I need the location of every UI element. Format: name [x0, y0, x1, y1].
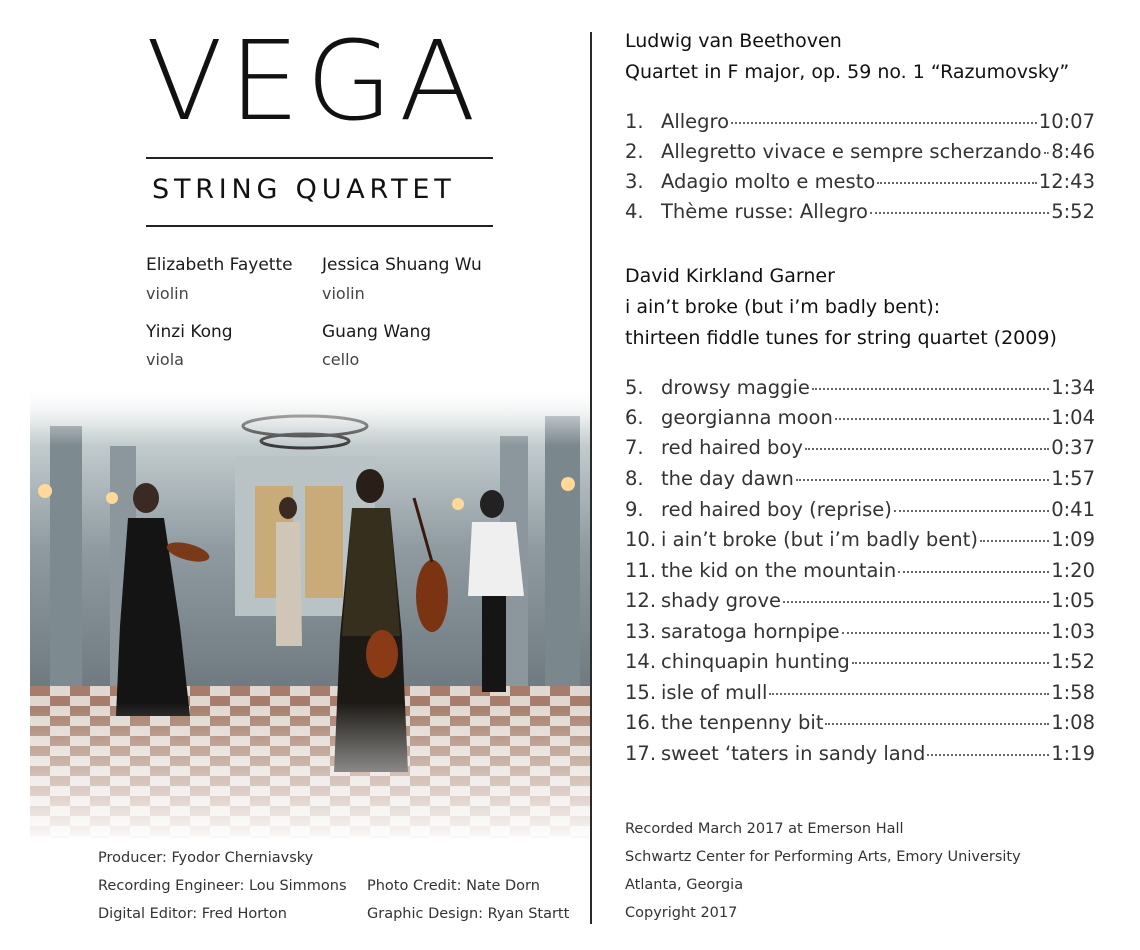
track-number: 3.	[625, 170, 644, 193]
track-title: red haired boy (reprise)	[661, 498, 892, 521]
track-item	[625, 376, 1095, 406]
track-leader	[980, 540, 1049, 542]
member-name: Yinzi Kong	[146, 322, 233, 342]
album-title: VEGA	[146, 17, 482, 145]
track-leader	[825, 723, 1049, 725]
track-title: shady grove	[661, 589, 782, 612]
track-number: 1.	[625, 110, 644, 133]
copyright: Copyright 2017	[625, 905, 738, 921]
track-item	[625, 467, 1095, 497]
track-number: 6.	[625, 406, 644, 429]
track-item	[625, 681, 1095, 711]
track-leader	[870, 212, 1049, 214]
track-number: 8.	[625, 467, 644, 490]
track-number: 10.	[625, 528, 657, 551]
recording-venue: Schwartz Center for Performing Arts, Emory University	[625, 849, 1021, 865]
track-title: chinquapin hunting	[661, 650, 850, 673]
track-duration: 1:09	[1051, 528, 1095, 551]
track-title: sweet ‘taters in sandy land	[661, 742, 926, 765]
track-title: the tenpenny bit	[661, 711, 824, 734]
track-title: saratoga hornpipe	[661, 620, 840, 643]
track-leader	[796, 479, 1049, 481]
member-name: Elizabeth Fayette	[146, 255, 293, 275]
track-item	[625, 528, 1095, 558]
track-leader	[927, 754, 1049, 756]
track-item	[625, 742, 1095, 772]
track-number: 16.	[625, 711, 657, 734]
track-item	[625, 650, 1095, 680]
credit-editor: Digital Editor: Fred Horton	[98, 906, 287, 922]
track-number: 12.	[625, 589, 657, 612]
track-title: Allegretto vivace e sempre scherzando	[661, 140, 1042, 163]
composer-name: Ludwig van Beethoven	[625, 30, 842, 52]
track-title: isle of mull	[661, 681, 768, 704]
member-name: Jessica Shuang Wu	[322, 255, 482, 275]
track-title: georgianna moon	[661, 406, 833, 429]
composer-name: David Kirkland Garner	[625, 265, 835, 287]
track-leader	[898, 571, 1049, 573]
track-number: 4.	[625, 200, 644, 223]
track-leader	[842, 632, 1050, 634]
track-leader	[852, 662, 1049, 664]
track-item	[625, 140, 1095, 170]
track-duration: 1:57	[1051, 467, 1095, 490]
track-leader	[877, 182, 1037, 184]
track-item	[625, 200, 1095, 230]
track-duration: 8:46	[1051, 140, 1095, 163]
track-item	[625, 559, 1095, 589]
track-duration: 1:03	[1051, 620, 1095, 643]
track-number: 7.	[625, 436, 644, 459]
track-title: drowsy maggie	[661, 376, 810, 399]
track-title: the day dawn	[661, 467, 794, 490]
track-item	[625, 436, 1095, 466]
credit-photo: Photo Credit: Nate Dorn	[367, 878, 540, 894]
column-divider	[590, 32, 592, 924]
track-leader	[835, 418, 1049, 420]
track-number: 2.	[625, 140, 644, 163]
credit-design: Graphic Design: Ryan Startt	[367, 906, 570, 922]
member-role: cello	[322, 350, 360, 369]
track-duration: 12:43	[1038, 170, 1095, 193]
recording-location: Atlanta, Georgia	[625, 877, 744, 893]
track-leader	[1044, 152, 1050, 154]
album-subtitle: STRING QUARTET	[152, 174, 456, 205]
member-name: Guang Wang	[322, 322, 432, 342]
track-leader	[783, 601, 1049, 603]
track-duration: 1:04	[1051, 406, 1095, 429]
track-number: 13.	[625, 620, 657, 643]
track-item	[625, 498, 1095, 528]
work-title: Quartet in F major, op. 59 no. 1 “Razumovsky”	[625, 61, 1070, 83]
track-title: Allegro	[661, 110, 730, 133]
track-duration: 1:34	[1051, 376, 1095, 399]
track-number: 11.	[625, 559, 657, 582]
work-title: i ain’t broke (but i’m badly bent):	[625, 296, 941, 318]
track-duration: 0:37	[1051, 436, 1095, 459]
track-duration: 5:52	[1051, 200, 1095, 223]
member-role: viola	[146, 350, 184, 369]
track-duration: 1:20	[1051, 559, 1095, 582]
track-leader	[769, 693, 1049, 695]
track-number: 9.	[625, 498, 644, 521]
track-duration: 1:58	[1051, 681, 1095, 704]
member-role: violin	[322, 284, 365, 303]
track-number: 5.	[625, 376, 644, 399]
work-subtitle: thirteen fiddle tunes for string quartet (2009)	[625, 327, 1057, 349]
track-leader	[805, 448, 1049, 450]
track-number: 14.	[625, 650, 657, 673]
title-rule-top	[146, 157, 493, 159]
track-item	[625, 589, 1095, 619]
member-role: violin	[146, 284, 189, 303]
track-number: 15.	[625, 681, 657, 704]
track-leader	[812, 388, 1049, 390]
recording-info: Recorded March 2017 at Emerson Hall	[625, 821, 904, 837]
track-item	[625, 170, 1095, 200]
track-leader	[894, 510, 1049, 512]
track-duration: 1:05	[1051, 589, 1095, 612]
track-item	[625, 406, 1095, 436]
track-duration: 0:41	[1051, 498, 1095, 521]
track-item	[625, 711, 1095, 741]
track-item	[625, 620, 1095, 650]
quartet-photo	[30, 386, 590, 838]
title-rule-bottom	[146, 225, 493, 227]
credit-producer: Producer: Fyodor Cherniavsky	[98, 850, 314, 866]
track-duration: 1:19	[1051, 742, 1095, 765]
track-title: Thème russe: Allegro	[661, 200, 868, 223]
track-duration: 1:52	[1051, 650, 1095, 673]
track-title: i ain’t broke (but i’m badly bent)	[661, 528, 978, 551]
track-title: Adagio molto e mesto	[661, 170, 876, 193]
track-item	[625, 110, 1095, 140]
credit-engineer: Recording Engineer: Lou Simmons	[98, 878, 347, 894]
track-leader	[731, 122, 1037, 124]
track-number: 17.	[625, 742, 657, 765]
track-title: red haired boy	[661, 436, 803, 459]
track-title: the kid on the mountain	[661, 559, 897, 582]
track-duration: 1:08	[1051, 711, 1095, 734]
track-duration: 10:07	[1038, 110, 1095, 133]
